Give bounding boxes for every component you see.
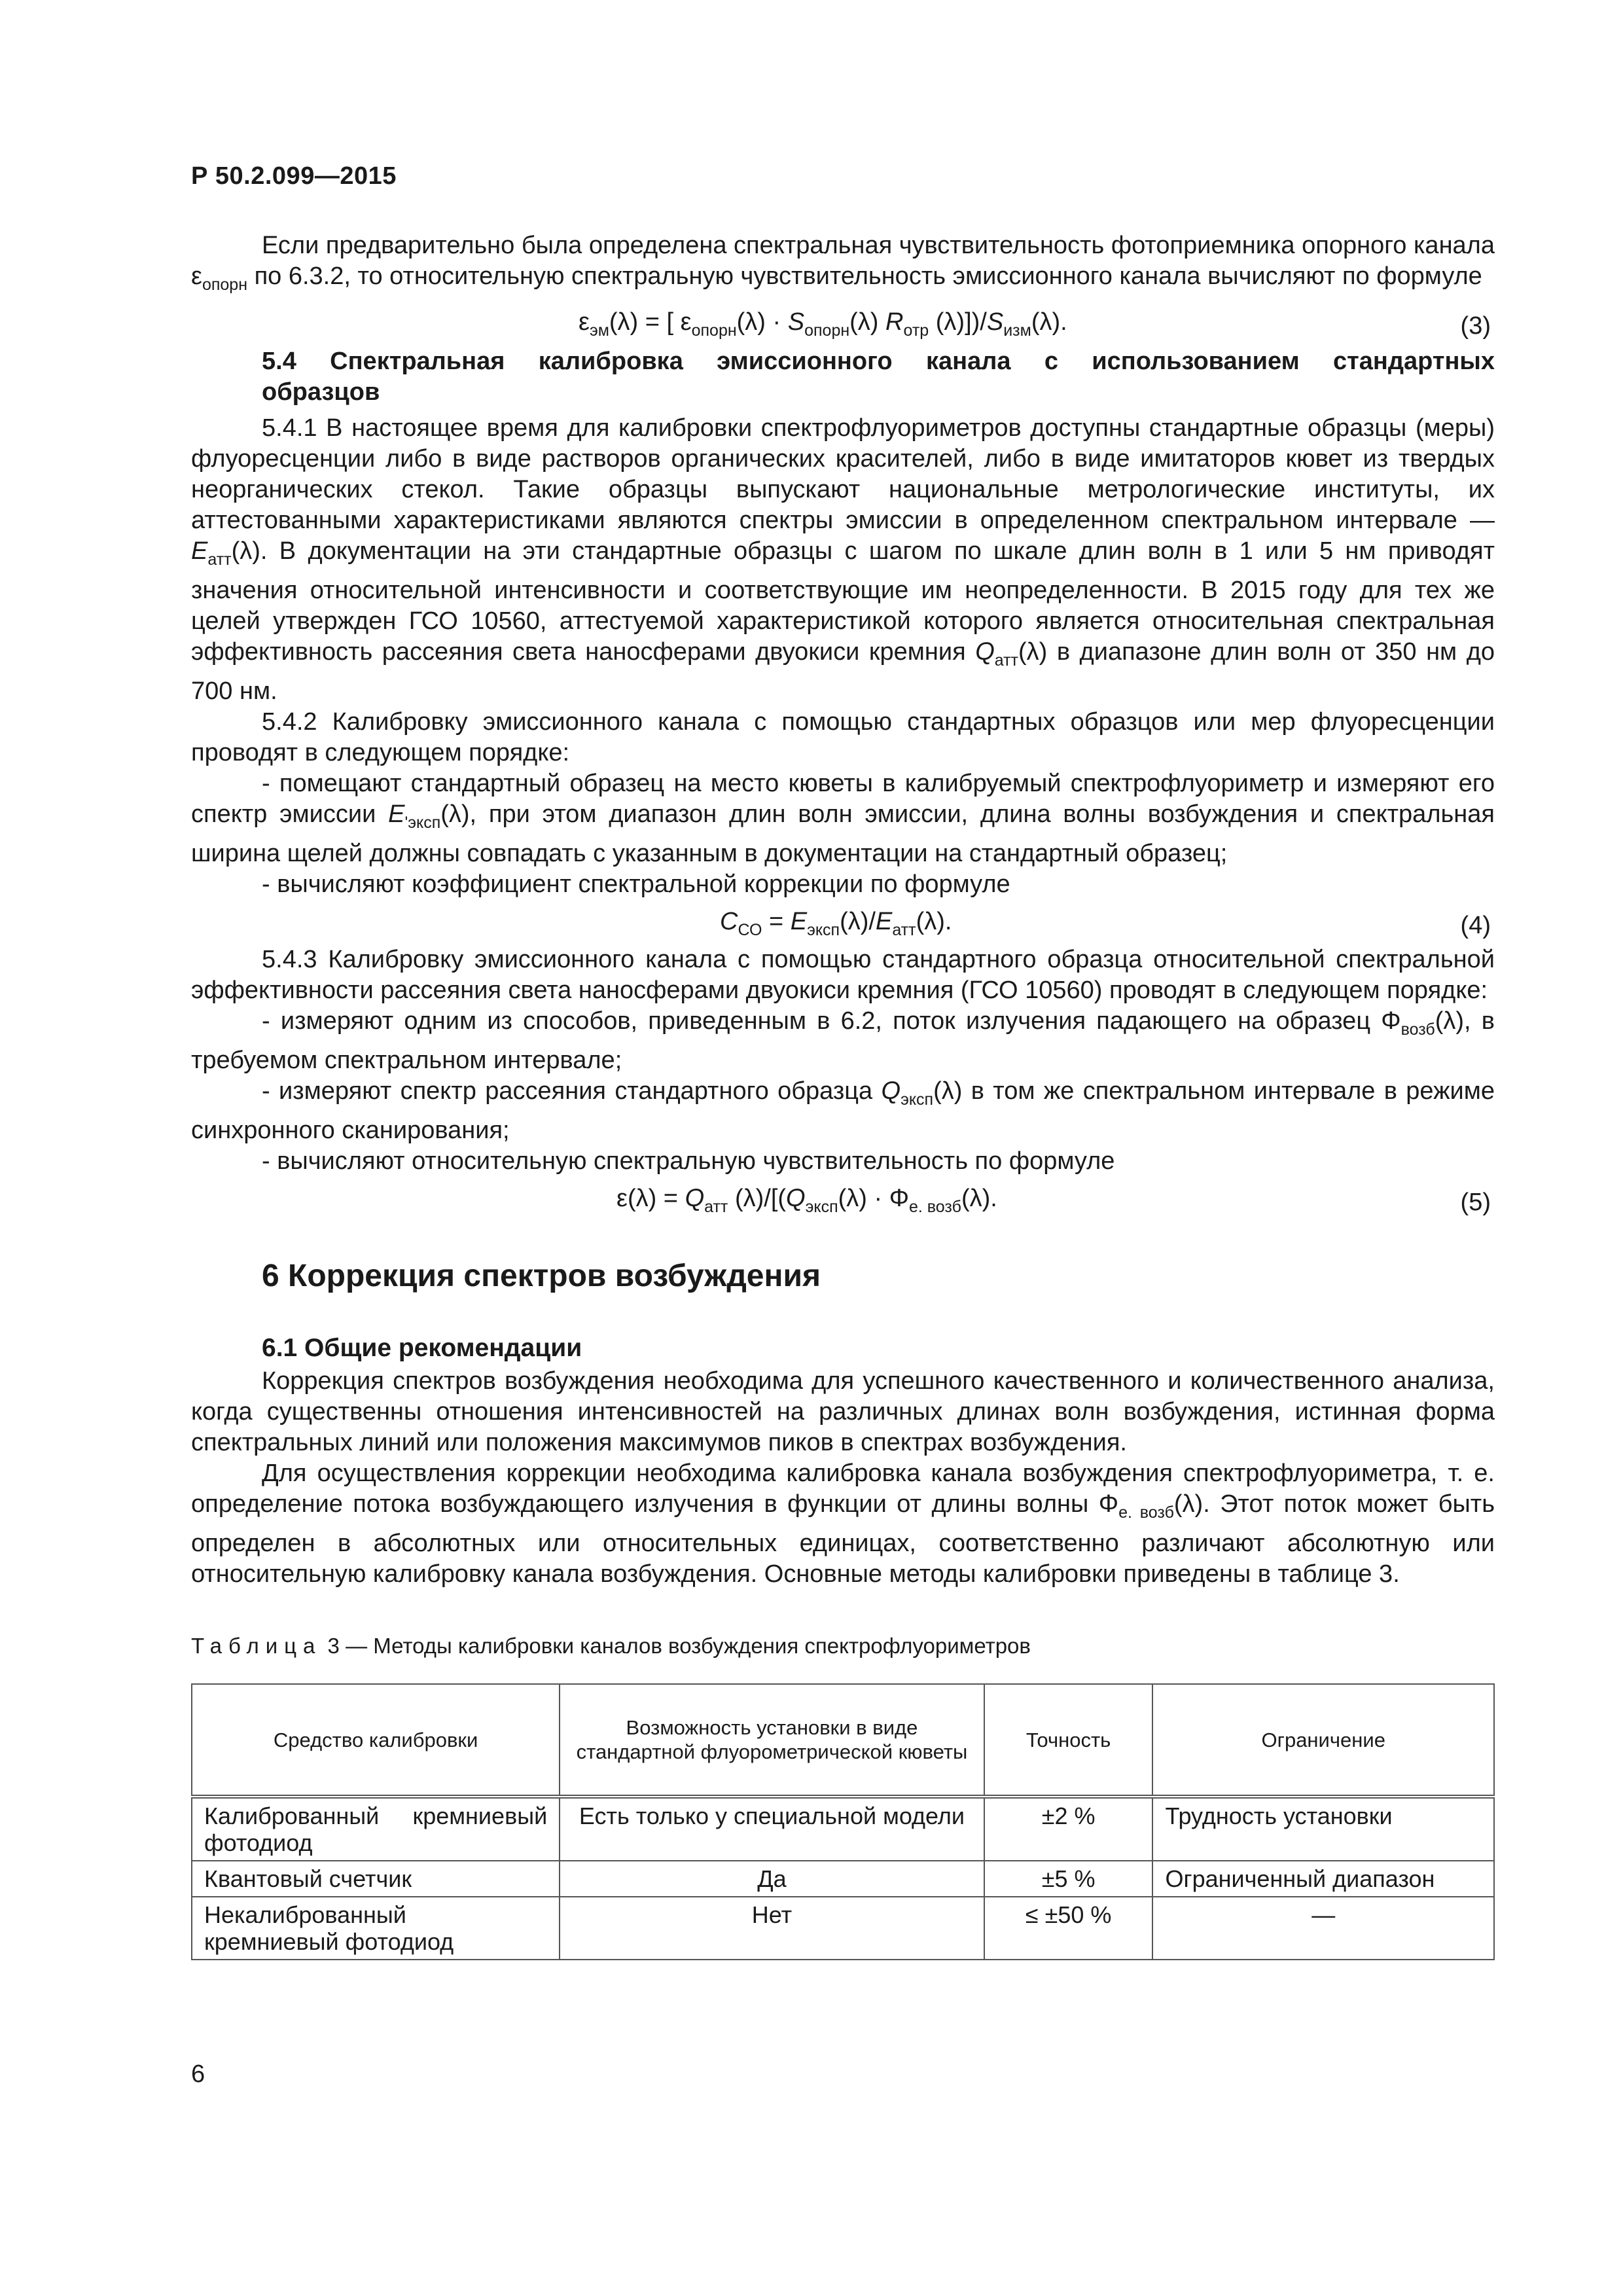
table-cell: — — [1152, 1897, 1494, 1960]
section-5-4-title: 5.4 Спектральная калибровка эмиссионного канала с использованием стандартных — [262, 348, 1495, 375]
table-row — [192, 1861, 1494, 1897]
symbol: C — [720, 908, 738, 935]
subscript: изм — [1003, 321, 1031, 340]
text-run: ε(λ) = — [616, 1185, 685, 1212]
column-header: Средство калибровки — [192, 1684, 560, 1797]
text-run: (λ)/[( — [728, 1185, 787, 1212]
table-cell: Трудность установки — [1152, 1797, 1494, 1861]
paragraph-intro — [191, 230, 1495, 300]
table-row — [192, 1797, 1494, 1861]
section-6-heading: 6 Коррекция спектров возбуждения — [262, 1259, 821, 1293]
formula-5 — [616, 1183, 997, 1223]
subscript: отр — [903, 321, 929, 340]
subscript: эм — [589, 321, 609, 340]
column-header: Ограничение — [1152, 1684, 1494, 1797]
symbol: ε — [191, 262, 202, 290]
symbol: R — [885, 308, 904, 336]
page-number: 6 — [191, 2060, 205, 2088]
text-run: (λ). — [1031, 308, 1067, 336]
symbol: Q — [786, 1185, 806, 1212]
text-run: (λ). — [961, 1185, 997, 1212]
symbol: ε — [680, 308, 692, 336]
section-5-4-heading — [191, 346, 1495, 408]
subscript: е. возб — [1118, 1503, 1174, 1522]
text-run: (λ)/ — [840, 908, 876, 935]
formula-3-row — [191, 304, 1495, 342]
caption-text: 3 — Методы калибровки каналов возбуждения спектрофлуориметров — [321, 1634, 1031, 1658]
text-run: (λ) · Φ — [838, 1185, 910, 1212]
section-5-4-title-cont: образцов — [262, 378, 380, 406]
table-3 — [191, 1683, 1495, 1960]
list-item — [191, 768, 1495, 869]
symbol: Q — [881, 1077, 901, 1105]
symbol: Q — [975, 638, 995, 666]
text-run: (λ) в том же спектральном интервале в режиме синхронного сканирования; — [191, 1077, 1495, 1144]
subscript: эксп — [901, 1090, 934, 1109]
formula-4-number: (4) — [1460, 912, 1491, 939]
subscript: атт — [207, 550, 232, 569]
text-run: (λ), в требуемом спектральном интервале; — [191, 1007, 1495, 1074]
subscript: опорн — [691, 321, 737, 340]
text-run: = — [762, 908, 791, 935]
text-run: - измеряют спектр рассеяния стандартного образца — [262, 1077, 882, 1105]
table-header-row — [192, 1684, 1494, 1797]
paragraph-6-1-b — [191, 1458, 1495, 1590]
subscript: 'эксп — [404, 814, 441, 832]
subscript: е. возб — [909, 1198, 961, 1216]
table-cell: ±2 % — [984, 1797, 1153, 1861]
text-run: (λ) · — [736, 308, 788, 336]
text-run: - помещают стандартный образец на место кюветы в калибруемый спектрофлуориметр и измеряют его спектр эмиссии — [191, 770, 1495, 828]
text-run: (λ). В документации на эти стандартные образцы с шагом по шкале длин волн в 1 или 5 нм приводят значения относительной интенсивности и соответствующие им неопределенности. В 2015 году для тех же целей утвержден ГСО 10560, аттестуемой характеристикой которого является относительная спектральная эффективность рассеяния света наносферами двуокиси кремния — [191, 537, 1495, 666]
table-3-caption — [191, 1630, 1495, 1661]
subscript: эксп — [807, 921, 840, 939]
formula-3 — [579, 307, 1067, 346]
text-run: (λ). — [916, 908, 952, 935]
symbol: Q — [685, 1185, 705, 1212]
subscript: опорн — [804, 321, 850, 340]
subscript: возб — [1400, 1020, 1435, 1039]
table-cell: Квантовый счетчик — [192, 1861, 560, 1897]
table-cell: Нет — [560, 1897, 984, 1960]
symbol: Φ — [1381, 1007, 1401, 1035]
text-run: Для осуществления коррекции необходима калибровка канала возбуждения спектрофлуориметра, т. е. определение потока возбуждающего излучения в функции от длины волны — [191, 1460, 1495, 1518]
table-cell: Калиброванный кремниевый фотодиод — [192, 1797, 560, 1861]
text-run: (λ). Этот поток может быть определен в абсолютных или относительных единицах, соответственно различают абсолютную или относительную калибровку канала возбуждения. Основные методы калибровки приведены в таблице 3. — [191, 1490, 1495, 1588]
subscript: атт — [704, 1198, 728, 1216]
text-run: (λ) в диапазоне длин волн от 350 нм до 700 нм. — [191, 638, 1495, 705]
paragraph-5-4-3: 5.4.3 Калибровку эмиссионного канала с помощью стандартного образца относительной спектральной эффективности рассеяния света наносферами двуокиси кремния (ГСО 10560) проводят в следующем порядке: — [191, 946, 1495, 1004]
symbol: E — [191, 537, 208, 565]
table-cell: Некалиброванный кремниевый фотодиод — [192, 1897, 560, 1960]
symbol: S — [787, 308, 805, 336]
formula-4 — [720, 906, 952, 946]
paragraph-5-4-1 — [191, 413, 1495, 707]
list-item — [191, 1006, 1495, 1076]
list-item: - вычисляют коэффициент спектральной коррекции по формуле — [262, 870, 1010, 898]
column-header: Точность — [984, 1684, 1153, 1797]
section-6-1-heading: 6.1 Общие рекомендации — [262, 1334, 582, 1362]
subscript: эксп — [805, 1198, 838, 1216]
table-row — [192, 1897, 1494, 1960]
text-run: (λ), при этом диапазон длин волн эмиссии, длина волны возбуждения и спектральная ширина щелей должны совпадать с указанным в документации на стандартный образец; — [191, 800, 1495, 867]
paragraph-6-1-a: Коррекция спектров возбуждения необходима для успешного качественного и количественного анализа, когда существенны отношения интенсивностей на различных длинах волн возбуждения, истинная форма спектральных линий или положения максимумов пиков в спектрах возбуждения. — [191, 1367, 1495, 1456]
text-run: 5.4.1 В настоящее время для калибровки спектрофлуориметров доступны стандартные образцы (меры) флуоресценции либо в виде растворов органических красителей, либо в виде имитаторов кювет из твердых неорганических стекол. Такие образцы выпускают национальные метрологические институты, их аттестованными характеристиками являются спектры эмиссии в определенном спектральном интервале — — [191, 414, 1495, 534]
text-run: (λ)])/ — [929, 308, 987, 336]
document-code: Р 50.2.099—2015 — [191, 162, 397, 190]
table-cell: Да — [560, 1861, 984, 1897]
symbol: Φ — [1098, 1490, 1119, 1518]
table-cell: ≤ ±50 % — [984, 1897, 1153, 1960]
formula-5-row — [191, 1181, 1495, 1219]
text-run: - измеряют одним из способов, приведенным в 6.2, поток излучения падающего на образец — [262, 1007, 1382, 1035]
formula-3-number: (3) — [1460, 312, 1491, 340]
symbol: S — [986, 308, 1004, 336]
text-run: по 6.3.2, то относительную спектральную чувствительность эмиссионного канала вычисляют по формуле — [247, 262, 1482, 290]
table-cell: Ограниченный диапазон — [1152, 1861, 1494, 1897]
list-item — [191, 1076, 1495, 1146]
formula-4-row — [191, 904, 1495, 942]
column-header: Возможность установки в виде стандартной флуорометрической кюветы — [560, 1684, 984, 1797]
formula-5-number: (5) — [1460, 1189, 1491, 1216]
symbol: E — [875, 908, 893, 935]
subscript: СО — [738, 921, 762, 939]
subscript: атт — [892, 921, 916, 939]
text-run: (λ) = [ — [609, 308, 681, 336]
symbol: E — [790, 908, 808, 935]
subscript: опорн — [202, 276, 248, 294]
page-content — [191, 230, 1495, 1960]
text-run: Если предварительно была определена спектральная чувствительность фотоприемника опорного канала — [262, 232, 1495, 259]
text-run: (λ) — [849, 308, 886, 336]
paragraph-5-4-2: 5.4.2 Калибровку эмиссионного канала с помощью стандартных образцов или мер флуоресценции проводят в следующем порядке: — [191, 708, 1495, 766]
caption-word: Таблица — [191, 1634, 322, 1658]
symbol: ε — [579, 308, 590, 336]
table-cell: Есть только у специальной модели — [560, 1797, 984, 1861]
symbol: E — [388, 800, 405, 828]
table-cell: ±5 % — [984, 1861, 1153, 1897]
list-item: - вычисляют относительную спектральную чувствительность по формуле — [262, 1147, 1115, 1175]
subscript: атт — [994, 651, 1019, 670]
